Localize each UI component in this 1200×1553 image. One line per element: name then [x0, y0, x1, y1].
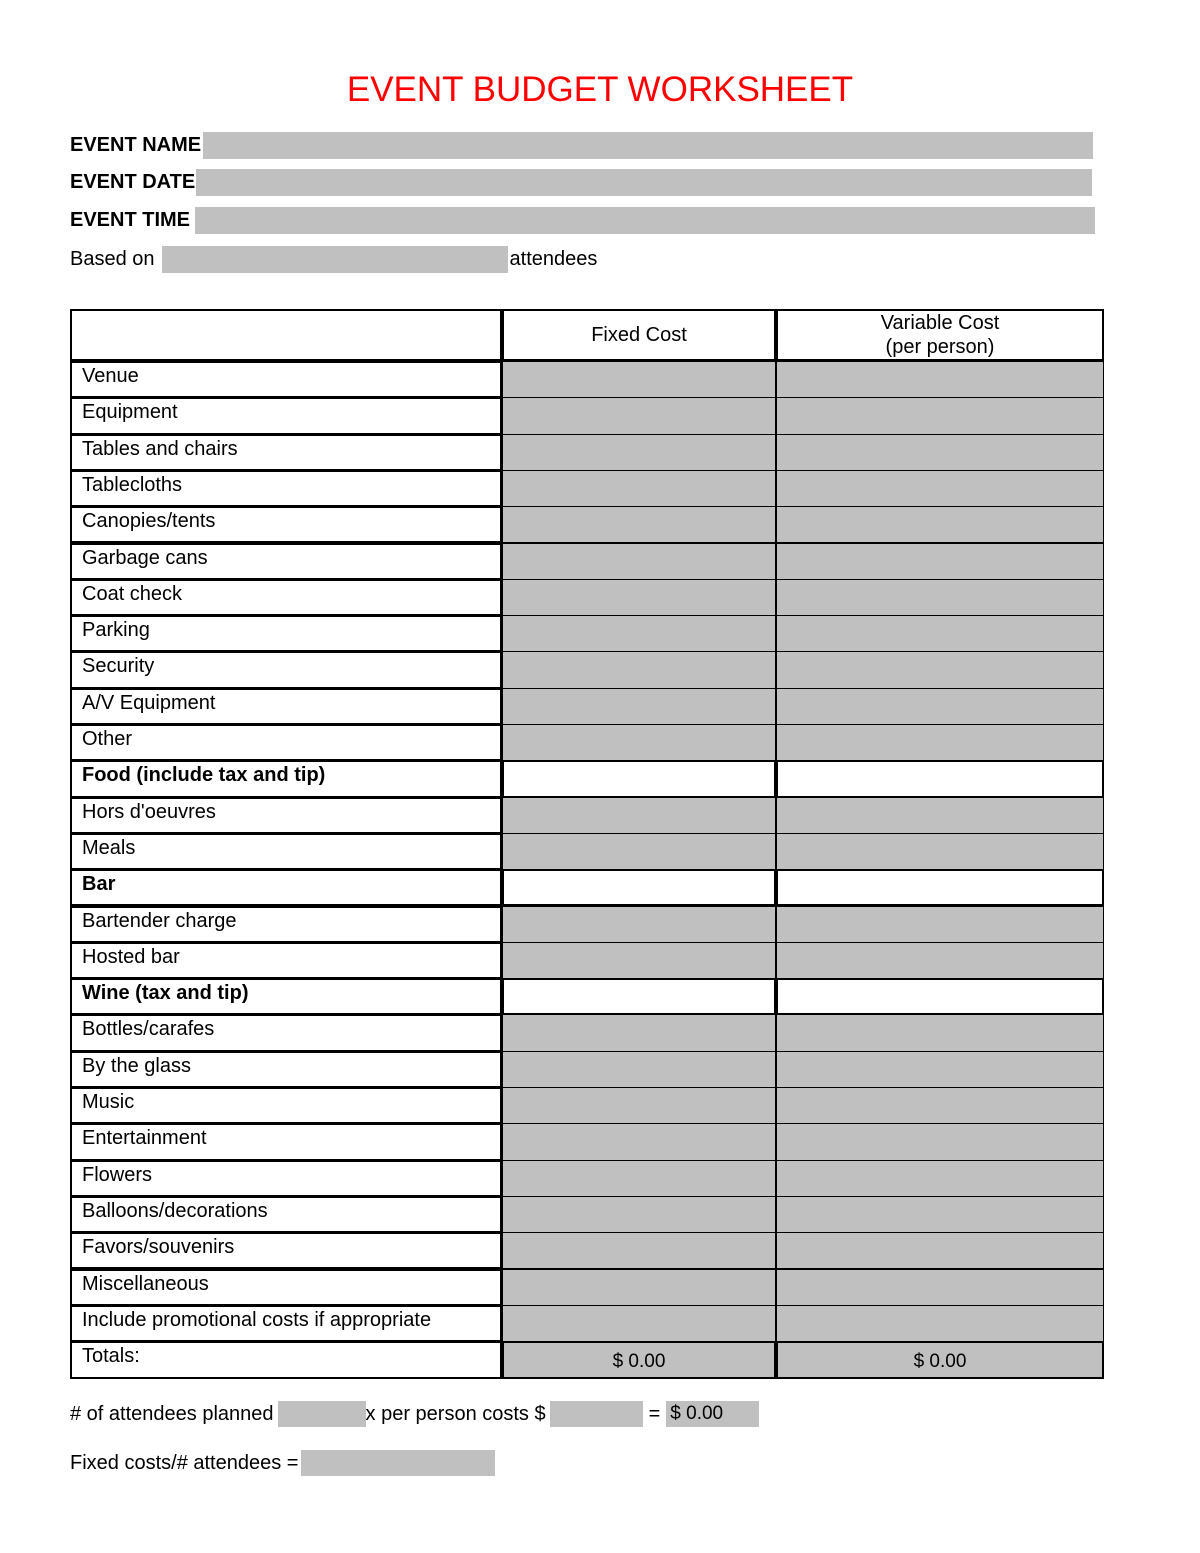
table-row — [70, 1305, 1104, 1341]
totals-label: Totals: — [70, 1341, 502, 1379]
variable-cost-cell[interactable] — [776, 1014, 1104, 1051]
table-row — [70, 1014, 1104, 1050]
attendee-count-field[interactable] — [162, 246, 508, 273]
variable-cost-cell[interactable] — [776, 797, 1104, 834]
variable-cost-cell[interactable] — [776, 942, 1104, 979]
row-label: Tables and chairs — [70, 434, 502, 471]
event-date-label: EVENT DATE — [70, 171, 196, 193]
total-variable-cost: $ 0.00 — [776, 1341, 1104, 1379]
fixed-cost-cell[interactable] — [502, 942, 776, 979]
fixed-cost-cell[interactable] — [502, 978, 776, 1015]
row-label: By the glass — [70, 1051, 502, 1088]
table-row — [70, 1269, 1104, 1305]
header-blank-cell — [70, 309, 502, 361]
table-row — [70, 978, 1104, 1014]
table-row — [70, 1232, 1104, 1268]
row-label: Entertainment — [70, 1123, 502, 1160]
attendees-planned-label: # of attendees planned — [70, 1402, 274, 1425]
row-label: A/V Equipment — [70, 688, 502, 725]
table-row — [70, 688, 1104, 724]
row-label: Food (include tax and tip) — [70, 760, 502, 797]
row-label: Favors/souvenirs — [70, 1232, 502, 1269]
fixed-cost-cell[interactable] — [502, 543, 776, 580]
variable-cost-cell[interactable] — [776, 906, 1104, 943]
product-value-text: $ 0.00 — [670, 1403, 724, 1424]
table-row — [70, 434, 1104, 470]
attendees-label: attendees — [509, 248, 598, 270]
variable-cost-cell[interactable] — [776, 434, 1104, 471]
row-label: Include promotional costs if appropriate — [70, 1305, 502, 1342]
row-label: Bottles/carafes — [70, 1014, 502, 1051]
per-person-cost-field[interactable] — [550, 1401, 643, 1427]
based-on-label: Based on — [70, 248, 155, 270]
table-row — [70, 470, 1104, 506]
fixed-cost-cell[interactable] — [502, 833, 776, 870]
table-row — [70, 760, 1104, 796]
variable-cost-cell[interactable] — [776, 688, 1104, 725]
variable-cost-cell[interactable] — [776, 651, 1104, 688]
row-label: Tablecloths — [70, 470, 502, 507]
row-label: Equipment — [70, 397, 502, 434]
fixed-per-attendee-field[interactable] — [301, 1450, 495, 1476]
variable-cost-cell[interactable] — [776, 543, 1104, 580]
variable-cost-cell[interactable] — [776, 1160, 1104, 1197]
table-row — [70, 361, 1104, 397]
table-row — [70, 615, 1104, 651]
event-name-line — [70, 132, 1093, 159]
event-date-field[interactable] — [196, 169, 1092, 196]
total-fixed-cost: $ 0.00 — [502, 1341, 776, 1379]
variable-cost-cell[interactable] — [776, 1269, 1104, 1306]
fixed-per-attendee-line — [70, 1450, 495, 1476]
variable-cost-cell[interactable] — [776, 470, 1104, 507]
table-row — [70, 869, 1104, 905]
table-row — [70, 1196, 1104, 1232]
table-row — [70, 506, 1104, 542]
fixed-cost-cell[interactable] — [502, 470, 776, 507]
event-name-field[interactable] — [203, 132, 1093, 159]
fixed-cost-cell[interactable] — [502, 651, 776, 688]
fixed-cost-cell[interactable] — [502, 906, 776, 943]
fixed-cost-cell[interactable] — [502, 1269, 776, 1306]
fixed-cost-cell[interactable] — [502, 1051, 776, 1088]
row-label: Canopies/tents — [70, 506, 502, 543]
row-label: Venue — [70, 361, 502, 398]
row-label: Hosted bar — [70, 942, 502, 979]
totals-row — [70, 1341, 1104, 1379]
attendee-calc-line — [70, 1401, 759, 1427]
fixed-cost-cell[interactable] — [502, 361, 776, 398]
fixed-cost-cell[interactable] — [502, 1123, 776, 1160]
event-name-label: EVENT NAME — [70, 134, 202, 156]
row-label: Wine (tax and tip) — [70, 978, 502, 1015]
table-row — [70, 543, 1104, 579]
variable-cost-cell[interactable] — [776, 869, 1104, 906]
fixed-cost-cell[interactable] — [502, 1305, 776, 1342]
per-person-label: x per person costs $ — [365, 1402, 546, 1425]
fixed-cost-cell[interactable] — [502, 397, 776, 434]
fixed-cost-cell[interactable] — [502, 1160, 776, 1197]
fixed-cost-cell[interactable] — [502, 615, 776, 652]
table-row — [70, 1123, 1104, 1159]
variable-cost-cell[interactable] — [776, 833, 1104, 870]
fixed-cost-cell[interactable] — [502, 760, 776, 797]
fixed-cost-cell[interactable] — [502, 1014, 776, 1051]
row-label: Other — [70, 724, 502, 761]
row-label: Balloons/decorations — [70, 1196, 502, 1233]
fixed-cost-cell[interactable] — [502, 797, 776, 834]
attendees-planned-field[interactable] — [278, 1401, 366, 1427]
variable-cost-header — [776, 309, 1104, 361]
variable-cost-cell[interactable] — [776, 1051, 1104, 1088]
fixed-cost-cell[interactable] — [502, 579, 776, 616]
fixed-cost-header-label: Fixed Cost — [591, 324, 687, 346]
variable-cost-cell[interactable] — [776, 1305, 1104, 1342]
table-row — [70, 1087, 1104, 1123]
fixed-cost-cell[interactable] — [502, 506, 776, 543]
table-header-row — [70, 309, 1104, 361]
fixed-cost-cell[interactable] — [502, 688, 776, 725]
variable-cost-cell[interactable] — [776, 579, 1104, 616]
variable-cost-cell[interactable] — [776, 1232, 1104, 1269]
row-label: Coat check — [70, 579, 502, 616]
variable-cost-header-sub: (per person) — [885, 336, 995, 358]
variable-cost-cell[interactable] — [776, 760, 1104, 797]
fixed-cost-cell[interactable] — [502, 1232, 776, 1269]
event-date-line — [70, 169, 1092, 196]
variable-cost-cell[interactable] — [776, 506, 1104, 543]
variable-cost-cell[interactable] — [776, 978, 1104, 1015]
row-label: Hors d'oeuvres — [70, 797, 502, 834]
variable-cost-cell[interactable] — [776, 1087, 1104, 1124]
based-on-line — [70, 246, 597, 273]
row-label: Garbage cans — [70, 543, 502, 580]
row-label: Music — [70, 1087, 502, 1124]
variable-cost-cell[interactable] — [776, 361, 1104, 398]
table-row — [70, 579, 1104, 615]
row-label: Flowers — [70, 1160, 502, 1197]
event-time-label: EVENT TIME — [70, 209, 191, 231]
table-row — [70, 942, 1104, 978]
row-label: Security — [70, 651, 502, 688]
table-row — [70, 651, 1104, 687]
product-value — [666, 1401, 759, 1427]
fixed-cost-header — [502, 309, 776, 361]
row-label: Bar — [70, 869, 502, 906]
variable-cost-cell[interactable] — [776, 1123, 1104, 1160]
table-row — [70, 797, 1104, 833]
row-label: Bartender charge — [70, 906, 502, 943]
fixed-cost-cell[interactable] — [502, 434, 776, 471]
table-row — [70, 1160, 1104, 1196]
variable-cost-cell[interactable] — [776, 1196, 1104, 1233]
table-row — [70, 833, 1104, 869]
variable-cost-cell[interactable] — [776, 397, 1104, 434]
table-row — [70, 906, 1104, 942]
fixed-cost-cell[interactable] — [502, 869, 776, 906]
row-label: Parking — [70, 615, 502, 652]
variable-cost-cell[interactable] — [776, 724, 1104, 761]
variable-cost-header-label: Variable Cost — [880, 312, 1000, 334]
event-time-field[interactable] — [195, 207, 1095, 234]
fixed-cost-cell[interactable] — [502, 1196, 776, 1233]
row-label: Miscellaneous — [70, 1269, 502, 1306]
table-row — [70, 1051, 1104, 1087]
variable-cost-cell[interactable] — [776, 615, 1104, 652]
event-time-line — [70, 207, 1095, 234]
row-label: Meals — [70, 833, 502, 870]
fixed-per-attendee-label: Fixed costs/# attendees = — [70, 1451, 299, 1474]
fixed-cost-cell[interactable] — [502, 724, 776, 761]
page-title: EVENT BUDGET WORKSHEET — [346, 70, 854, 109]
fixed-cost-cell[interactable] — [502, 1087, 776, 1124]
table-row — [70, 724, 1104, 760]
equals-sign: = — [648, 1402, 661, 1425]
table-row — [70, 397, 1104, 433]
